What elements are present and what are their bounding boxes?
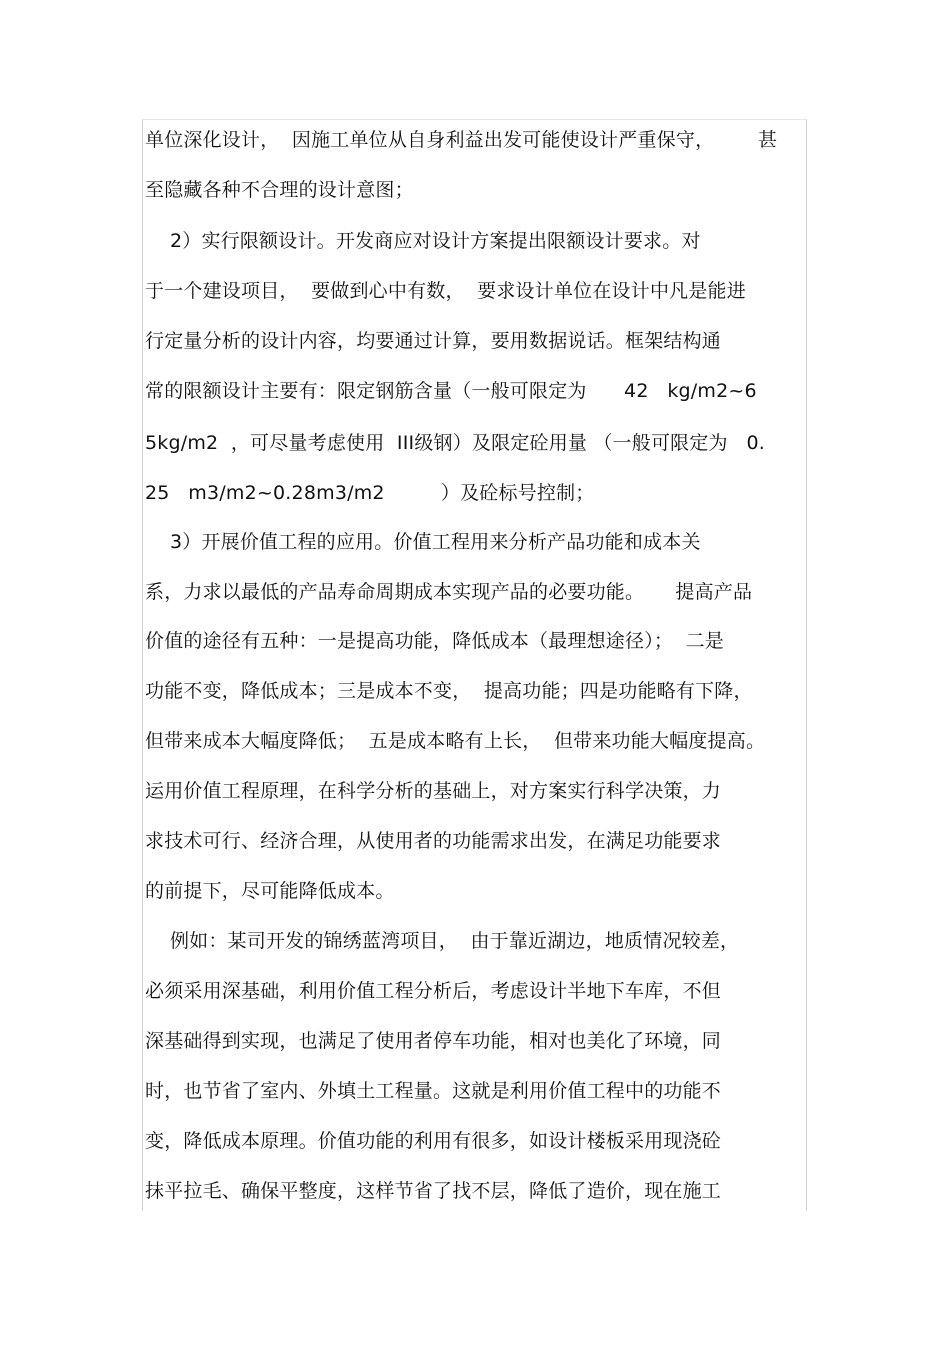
text-line: 深基础得到实现，也满足了使用者停车功能，相对也美化了环境，同 <box>145 1030 722 1052</box>
text-line: 于一个建设项目， 要做到心中有数， 要求设计单位在设计中凡是能进 <box>145 280 746 302</box>
text-line: 必须采用深基础，利用价值工程分析后，考虑设计半地下车库，不但 <box>145 980 722 1002</box>
text-line: 功能不变，降低成本；三是成本不变， 提高功能；四是功能略有下降， <box>145 680 753 702</box>
text-line: 行定量分析的设计内容，均要通过计算，要用数据说话。框架结构通 <box>145 330 722 352</box>
text-line: 变，降低成本原理。价值功能的利用有很多，如设计楼板采用现浇砼 <box>145 1130 722 1152</box>
text-line: 系，力求以最低的产品寿命周期成本实现产品的必要功能。 提高产品 <box>145 581 753 603</box>
text-line: 25 m3/m2~0.28m3/m2 ）及砼标号控制； <box>145 482 595 504</box>
text-line: 例如：某司开发的锦绣蓝湾项目， 由于靠近湖边，地质情况较差， <box>145 930 740 952</box>
text-line: 2）实行限额设计。开发商应对设计方案提出限额设计要求。对 <box>145 230 701 252</box>
text-line: 但带来成本大幅度降低； 五是成本略有上长， 但带来功能大幅度提高。 <box>145 730 766 752</box>
text-line: 至隐藏各种不合理的设计意图； <box>145 179 414 201</box>
text-line: 运用价值工程原理，在科学分析的基础上，对方案实行科学决策，力 <box>145 780 722 802</box>
text-line: 常的限额设计主要有：限定钢筋含量（一般可限定为 42 kg/m2~6 <box>145 380 757 402</box>
text-line: 时，也节省了室内、外填土工程量。这就是利用价值工程中的功能不 <box>145 1080 722 1102</box>
text-line: 单位深化设计， 因施工单位从自身利益出发可能使设计严重保守， 甚 <box>145 129 778 151</box>
text-line: 求技术可行、经济合理，从使用者的功能需求出发，在满足功能要求 <box>145 830 722 852</box>
text-line: 的前提下，尽可能降低成本。 <box>145 880 395 902</box>
text-line: 抹平拉毛、确保平整度，这样节省了找不层，降低了造价，现在施工 <box>145 1180 722 1202</box>
text-line: 价值的途径有五种：一是提高功能，降低成本（最理想途径）； 二是 <box>145 630 724 652</box>
text-line: 5kg/m2 ，可尽量考虑使用 III级钢）及限定砼用量 （一般可限定为 0. <box>145 432 766 454</box>
text-line: 3）开展价值工程的应用。价值工程用来分析产品功能和成本关 <box>145 531 701 553</box>
